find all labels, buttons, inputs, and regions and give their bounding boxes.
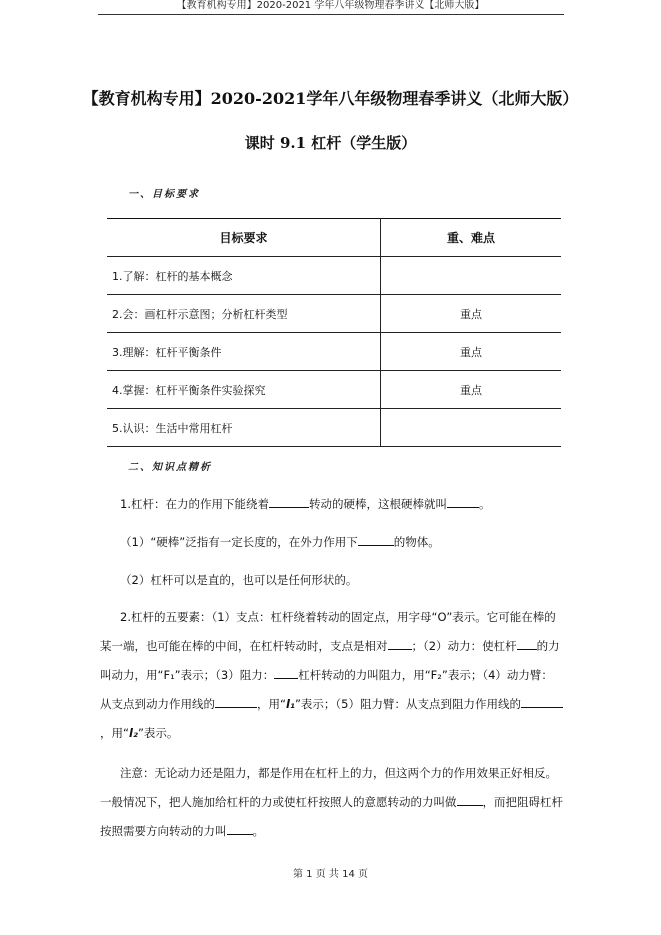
- paragraph-text: 的力叫动力，用“F₁”表示；（3）阻力：: [100, 639, 560, 682]
- key-point-cell: 重点: [381, 295, 562, 333]
- goals-table: [107, 218, 561, 447]
- paragraph-text: 转动的硬棒，这根硬棒就叫: [308, 497, 447, 511]
- paragraph-text: ，用“: [257, 697, 286, 711]
- paragraph-note: [100, 759, 564, 846]
- section-heading-knowledge: 二、知识点精析: [128, 462, 212, 473]
- paragraph-text: 杠杆转动的力叫阻力，用“F₂”表示；（4）动力臂：从支点到动力作用线的: [100, 668, 553, 711]
- key-point-cell: [381, 409, 562, 447]
- section-heading-goals: 一、目标要求: [128, 189, 200, 200]
- paragraph-text: ，而把阻碍杠杆按照需要方向转动的力叫: [100, 795, 563, 838]
- page-footer: 第 1 页 共 14 页: [293, 869, 368, 880]
- paragraph-text: ，用“: [100, 726, 129, 740]
- goal-cell: 3.理解：杠杆平衡条件: [107, 333, 381, 371]
- fill-blank: [358, 533, 394, 546]
- paragraph-text: 的物体。: [393, 535, 440, 549]
- paragraph-lever-definition: [100, 490, 564, 519]
- paragraph-text: ”表示。: [137, 726, 179, 740]
- fill-blank: [457, 793, 483, 806]
- table-row: [107, 409, 561, 447]
- column-header-key-point: 重、难点: [381, 219, 562, 257]
- paragraph-text: ；（2）动力：使杠杆: [411, 639, 517, 653]
- paragraph-rigid-rod: [100, 528, 564, 557]
- paragraph-text: ”表示；（5）阻力臂：从支点到阻力作用线的: [294, 697, 521, 711]
- table-header-row: [107, 219, 561, 257]
- paragraph-text: 。: [252, 824, 264, 838]
- table-row: [107, 333, 561, 371]
- fill-blank: [215, 695, 257, 708]
- fill-blank: [517, 637, 537, 650]
- symbol-l1: l₁: [285, 697, 295, 711]
- paragraph-text: 1.杠杆：在力的作用下能绕着: [120, 497, 269, 511]
- running-header: 【教育机构专用】2020-2021 学年八年级物理春季讲义【北师大版】: [176, 0, 485, 11]
- paragraph-text: 注意：无论动力还是阻力，都是作用在杠杆上的力，但这两个力的作用效果正好相反。一般情况下，把人施加给杠杆的力或使杠杆按照人的意愿转动的力叫做: [100, 766, 557, 809]
- key-point-cell: 重点: [381, 333, 562, 371]
- document-title: 【教育机构专用】2020-2021学年八年级物理春季讲义（北师大版）: [82, 89, 579, 108]
- paragraph-text: 2.杠杆的五要素：（1）支点：杠杆绕着转动的固定点，用字母“O”表示。它可能在棒的某一端，也可能在棒的中间，在杠杆转动时，支点是相对: [100, 610, 556, 653]
- fill-blank: [269, 495, 309, 508]
- paragraph-five-elements: [100, 603, 564, 748]
- goal-cell: 5.认识：生活中常用杠杆: [107, 409, 381, 447]
- paragraph-text: （1）“硬棒”泛指有一定长度的，在外力作用下: [120, 535, 358, 549]
- goal-cell: 4.掌握：杠杆平衡条件实验探究: [107, 371, 381, 409]
- fill-blank: [521, 695, 563, 708]
- header-rule: [98, 14, 564, 15]
- paragraph-shape: （2）杠杆可以是直的，也可以是任何形状的。: [120, 573, 358, 587]
- table-row: [107, 295, 561, 333]
- fill-blank: [227, 822, 253, 835]
- key-point-cell: 重点: [381, 371, 562, 409]
- fill-blank: [274, 666, 298, 679]
- goal-cell: 1.了解：杠杆的基本概念: [107, 257, 381, 295]
- column-header-goal: 目标要求: [107, 219, 381, 257]
- lesson-title: 课时 9.1 杠杆（学生版）: [244, 134, 417, 152]
- table-row: [107, 257, 561, 295]
- symbol-l2: l₂: [128, 726, 138, 740]
- paragraph-text: 。: [478, 497, 491, 511]
- fill-blank: [388, 637, 412, 650]
- key-point-cell: [381, 257, 562, 295]
- fill-blank: [447, 495, 479, 508]
- table-row: [107, 371, 561, 409]
- goal-cell: 2.会：画杠杆示意图；分析杠杆类型: [107, 295, 381, 333]
